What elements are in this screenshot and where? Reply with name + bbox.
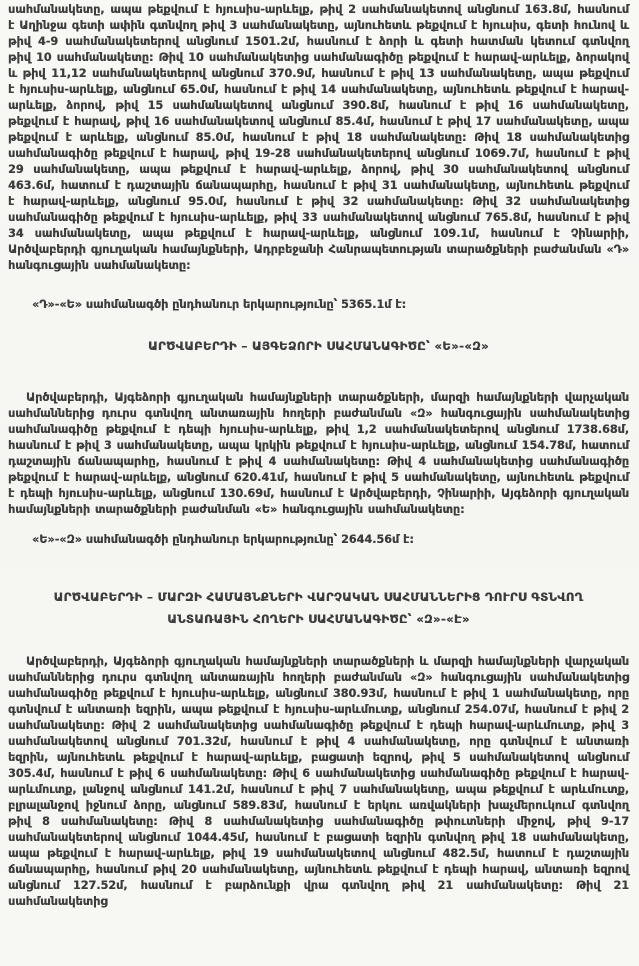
section-heading-artsvaberd-marz-forest-lands: [8, 586, 629, 630]
boundary-paragraph-e-z: Արծվաբերդի, Այգեձորի գյուղական համայնքների տարածքների, մարզի համայնքների վարչական սահմաններից դուրս գտնվող անտառային հողերի բաժանման «Զ» հանգուցային սահմանակետից սահմանագիծը թեքվում է դեպի հյուսիս-արևելք, թիվ 1,2 սահմանակետերով անցնում 1738.68մ, հասնում է թիվ 3 սահմանակետը, ապա կրկին թեքվում է հյուսիս-արևելք, անցնում 154.78մ, հատում դաշտային ճանապարհը, հասնում է թիվ 4 սահմանակետը: Թիվ 4 սահմանակետից սահմանագիծը թեքվում է հարավ-արևելք, անցնում 620.41մ, հասնում է թիվ 5 սահմանակետը, այնուհետև թեքվում է դեպի հյուսիս-արևելք, անցնում 130.69մ, հասնում է Արծվաբերդի, Չինարիի, Այգեձորի գյուղական համայնքների տարածքների բաժանման «Ե» հանգուցային սահմանակետը:: [8, 391, 629, 516]
section-heading-artsvaberd-aygedzor: ԱՐԾՎԱԲԵՐԴԻ – ԱՅԳԵՁՈՐԻ ՍԱՀՄԱՆԱԳԻԾԸ՝ «Ե»-«Զ»: [148, 339, 489, 353]
heading-line-1: ԱՐԾՎԱԲԵՐԴԻ – ՄԱՐԶԻ ՀԱՄԱՅՆՔՆԵՐԻ ՎԱՐՉԱԿԱՆ ՍԱՀՄԱՆՆԵՐԻՑ ԴՈՒՐՍ ԳՏՆՎՈՂ: [53, 590, 584, 604]
boundary-paragraph-d-e-continuation: սահմանակետը, ապա թեքվում է հյուսիս-արևելք, թիվ 2 սահմանակետով անցնում 163.8մ, հասնում է Աղինջա գետի ափին գտնվող թիվ 3 սահմանակետը, այնուհետև թեքվում է հյուսիս, գետի հունով և թիվ 4-9 սահմանակետերով անցնում 1501.2մ, հասնում է ձորի և գետի հատման կետում գտնվող թիվ 10 սահմանակետը: Թիվ 10 սահմանակետից սահմանագիծը թեքվում է հարավ-արևելք, ձորակով և թիվ 11,12 սահմանակետերով անցնում 370.9մ, հասնում է թիվ 13 սահմանակետը, ապա թեքվում է հյուսիս-արևելք, անցնում 65.0մ, հասնում է թիվ 14 սահմանակետը, այնուհետև թեքվում է հարավ-արևելք, ձորով, թիվ 15 սահմանակետով անցնում 390.8մ, հասնում է թիվ 16 սահմանակետը, թեքվում է հարավ, թիվ 16 սահմանակետով անցնում 85.4մ, հասնում է թիվ 17 սահմանակետը, ապա թեքվում է արևելք, անցնում 85.0մ, հասնում է թիվ 18 սահմանակետը: Թիվ 18 սահմանակետից սահմանագիծը թեքվում է հարավ, թիվ 19-28 սահմանակետերով անցնում 1069.7մ, հասնում է թիվ 29 սահմանակետը, ապա թեքվում է հարավ-արևելք, ձորով, թիվ 30 սահմանակետով անցնում 463.6մ, հատում է դաշտային ճանապարհը, հասնում է թիվ 31 սահմանակետը, այնուհետև թեքվում է հարավ-արևելք, անցնում 95.0մ, հասնում է թիվ 32 սահմանակետը: Թիվ 32 սահմանակետից սահմանագիծը թեքվում է հյուսիս-արևելք, թիվ 33 սահմանակետով անցնում 765.8մ, հասնում է թիվ 34 սահմանակետը, ապա թեքվում է հարավ-արևելք, անցնում 109.1մ, հասնում է Չինարիի, Արծվաբերդի գյուղական համայնքների, Ադրբեջանի Հանրապետության տարածքների բաժանման «Դ» հանգուցային սահմանակետը:: [8, 3, 629, 272]
boundary-paragraph-z-e-cutoff: Արծվաբերդի, Այգեձորի գյուղական համայնքների տարածքների և մարզի համայնքների վարչական սահմաններից դուրս գտնվող անտառային հողերի բաժանման «Զ» հանգուցային սահմանակետից սահմանագիծը թեքվում է հյուսիս-արևելք, անցնում 380.93մ, հասնում է թիվ 1 սահմանակետը, որը գտնվում է անտառի եզրին, ապա թեքվում է հյուսիս-արևմուտք, անցնում 254.07մ, հասնում է թիվ 2 սահմանակետը: Թիվ 2 սահմանակետից սահմանագիծը թեքվում է դեպի հարավ-արևմուտք, թիվ 3 սահմանակետով անցնում 701.32մ, հասնում է թիվ 4 սահմանակետը, որը գտնվում է անտառի եզրին, այնուհետև թեքվում է հարավ-արևելք, բացատի եզրով, թիվ 5 սահմանակետով անցնում 305.4մ, հասնում է թիվ 6 սահմանակետը: Թիվ 6 սահմանակետից սահմանագիծը թեքվում է հարավ-արևմուտք, լանջով անցնում 141.2մ, հասնում է թիվ 7 սահմանակետը, ապա թեքվում է արևմուտք, բլրալանջով իջնում ձորը, անցնում 589.83մ, հասնում է երկու առվակների խաչմերուկում գտնվող թիվ 8 սահմանակետը: Թիվ 8 սահմանակետից սահմանագիծը թփուտների միջով, թիվ 9-17 սահմանակետերով անցնում 1044.45մ, հասնում է բացատի եզրին գտնվող թիվ 18 սահմանակետը, ապա թեքվում է հարավ-արևելք, թիվ 19 սահմանակետով անցնում 482.5մ, հատում է դաշտային ճանապարհը, հասնում թիվ 20 սահմանակետը, այնուհետև թեքվում է դեպի հարավ, անտառի եզրով անցնում 127.52մ, հասնում է բարձունքի վրա գտնվող թիվ 21 սահմանակետը: Թիվ 21 սահմանակետից: [8, 655, 629, 908]
heading-line-2: ԱՆՏԱՌԱՅԻՆ ՀՈՂԵՐԻ ՍԱՀՄԱՆԱԳԻԾԸ՝ «Զ»-«Է»: [167, 612, 470, 626]
total-length-line-d-e: «Դ»-«Ե» սահմանագծի ընդհանուր երկարությունը՝ 5365.1մ է:: [32, 298, 406, 311]
total-length-line-e-z: «Ե»-«Զ» սահմանագծի ընդհանուր երկարությունը՝ 2644.56մ է:: [32, 533, 414, 546]
